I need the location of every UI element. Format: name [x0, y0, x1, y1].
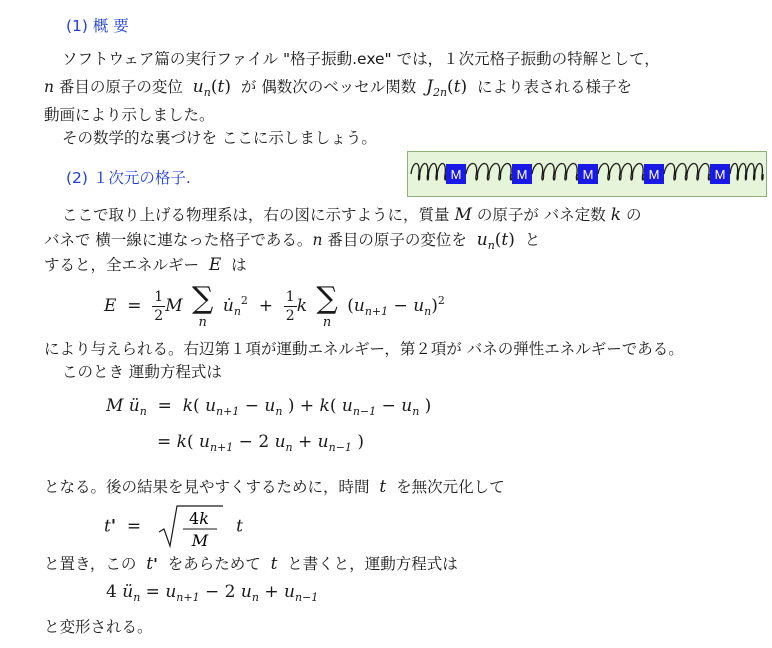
mass-label-4: M — [714, 167, 726, 182]
mass-label-0: M — [450, 167, 462, 182]
spring-mass-chain — [408, 152, 766, 196]
spring-5 — [730, 164, 763, 181]
section2-p6: と変形される。 — [44, 618, 153, 636]
spring-3 — [598, 164, 644, 181]
section2-heading: (2) １次元の格子. — [66, 169, 191, 187]
spring-1 — [466, 164, 512, 181]
section2-p1-line2: バネで 横一線に連なった格子である。n 番目の原子の変位を $u_n(t)$ と — [44, 230, 541, 252]
dimensionless-equation: 4 $ü_n = u_{n+1} - 2$ $u_n + u_{n-1}$ — [106, 582, 319, 604]
svg-text:4k: 4k — [189, 509, 210, 528]
sqrt-symbol — [157, 504, 225, 550]
section1-line2: n 番目の原子の変位 $u_n(t)$ が 偶数次のベッセル関数 $J_{2n}(t)$ により表される様子を — [44, 77, 633, 99]
section1-line4: その数学的な裏づけを ここに示しましょう。 — [62, 129, 377, 147]
spring-2 — [532, 164, 578, 181]
mass-label-1: M — [516, 167, 528, 182]
spring-4 — [664, 164, 710, 181]
spring-0 — [411, 164, 446, 181]
lattice-figure — [407, 151, 767, 197]
motion-equation-2: = k( $u_{n+1} - 2$ $u_n + u_{n-1}$ ) — [157, 432, 364, 454]
section2-p1-line1: ここで取り上げる物理系は，右の図に示すように，質量 M の原子が バネ定数 k の — [62, 205, 642, 225]
section2-p2: により与えられる。右辺第１項が運動エネルギー，第２項が バネの弾性エネルギーである。 — [44, 340, 684, 358]
mass-label-3: M — [648, 167, 660, 182]
section2-p3: このとき 運動方程式は — [62, 363, 222, 381]
section2-p4: となる。後の結果を見やすくするために，時間 t を無次元化して — [44, 477, 505, 497]
svg-text:M: M — [192, 531, 209, 550]
time-scaling-equation: t' = 4k M t — [104, 504, 243, 550]
section2-p1-line3: すると，全エネルギー E は — [44, 255, 247, 275]
motion-equation-1: M $ü_n = k$( $u_{n+1} - u_n$ ) + k( $u_{n-1} - u_n$ ) — [106, 396, 432, 418]
mass-label-2: M — [582, 167, 594, 182]
section1-heading: (1) 概 要 — [66, 17, 129, 35]
section1-line1: ソフトウェア篇の実行ファイル "格子振動.exe" では，１次元格子振動の特解として， — [62, 50, 660, 68]
section1-line3: 動画により示しました。 — [44, 106, 215, 124]
section2-p5: と置き，この t' をあらためて t と書くと，運動方程式は — [44, 554, 458, 574]
energy-equation: E = $\frac{1}{2}$ M ∑ n $u̇_n^2$ + $\frac{1}{2}$ k ∑ n $(u_{n+1} - u_n)^2$ — [104, 281, 445, 330]
